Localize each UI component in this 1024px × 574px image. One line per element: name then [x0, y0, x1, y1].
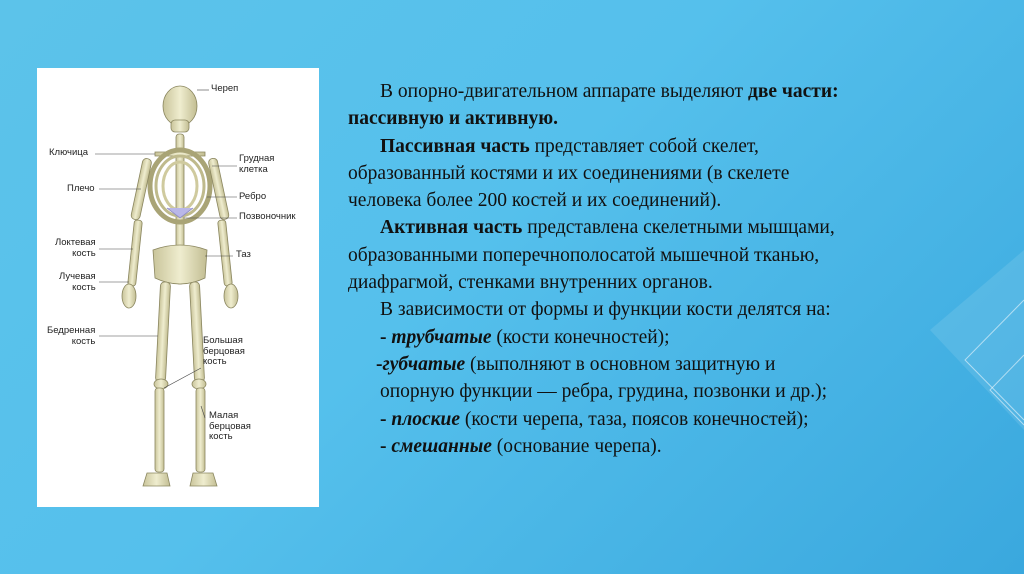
spongy-term: губчатые — [382, 353, 466, 375]
bone-type-tubular — [348, 324, 998, 351]
bone-type-spongy — [348, 351, 998, 378]
label-spine: Позвоночник — [239, 211, 296, 222]
label-tibia: Большая берцовая кость — [203, 335, 245, 367]
flat-term: плоские — [391, 408, 461, 430]
label-femur: Бедренная кость — [47, 325, 96, 347]
paragraph-active-line2: образованными поперечнополосатой мышечной тканью, — [348, 244, 820, 266]
pelvis-bone — [153, 245, 207, 284]
parts-intro-text: В опорно-двигательном аппарате выделяют — [380, 81, 748, 102]
bone-type-spongy-continued: опорную функции — ребра, грудина, позвонки и др.); — [380, 381, 828, 403]
mixed-text: (основание черепа). — [491, 435, 662, 457]
label-clavicle: Ключица — [49, 147, 88, 158]
skeleton-figure — [37, 68, 319, 507]
tubular-term: трубчатые — [391, 326, 492, 348]
label-fibula: Малая берцовая кость — [209, 410, 251, 442]
label-radius: Лучевая кость — [59, 271, 96, 293]
list-dash: - — [380, 326, 392, 348]
paragraph-active-line1 — [348, 214, 998, 241]
label-ulna: Локтевая кость — [55, 237, 96, 259]
tibia-left — [155, 388, 164, 472]
bone-type-mixed — [348, 433, 998, 460]
label-shoulder: Плечо — [67, 183, 95, 194]
parts-bold-continuation: пассивную и активную. — [348, 108, 559, 130]
active-term: Активная часть — [380, 217, 523, 239]
tubular-text: (кости конечностей); — [491, 326, 670, 348]
label-skull: Череп — [211, 83, 239, 94]
passive-term: Пассивная часть — [380, 135, 530, 157]
list-dash: - — [380, 435, 392, 457]
paragraph-passive-line2: образованный костями и их соединениями (в скелете — [348, 162, 790, 184]
mixed-term: смешанные — [391, 435, 492, 457]
list-dash: - — [380, 408, 392, 430]
passive-text-a: представляет собой скелет, — [529, 135, 759, 157]
paragraph-passive-line1 — [348, 133, 998, 160]
content-text — [348, 78, 998, 460]
paragraph-parts-line1 — [348, 78, 998, 105]
label-pelvis: Таз — [236, 249, 251, 260]
flat-text: (кости черепа, таза, поясов конечностей); — [460, 408, 809, 430]
femur-left — [155, 282, 170, 382]
list-dash: - — [376, 353, 383, 375]
paragraph-passive-line3: человека более 200 костей и их соединений). — [348, 190, 722, 212]
bone-types-intro: В зависимости от формы и функции кости делятся на: — [380, 299, 831, 321]
paragraph-active-line3: диафрагмой, стенками внутренних органов. — [348, 272, 713, 294]
forearm-left — [128, 220, 143, 286]
active-text-a: представлена скелетными мышцами, — [522, 217, 835, 239]
spongy-text: (выполняют в основном защитную и — [465, 353, 776, 375]
label-rib: Ребро — [239, 191, 267, 202]
parts-bold-text: две части: — [747, 81, 839, 102]
paragraph-parts-line2 — [348, 105, 998, 132]
bone-type-flat — [348, 406, 998, 433]
label-chest: Грудная клетка — [239, 153, 275, 175]
